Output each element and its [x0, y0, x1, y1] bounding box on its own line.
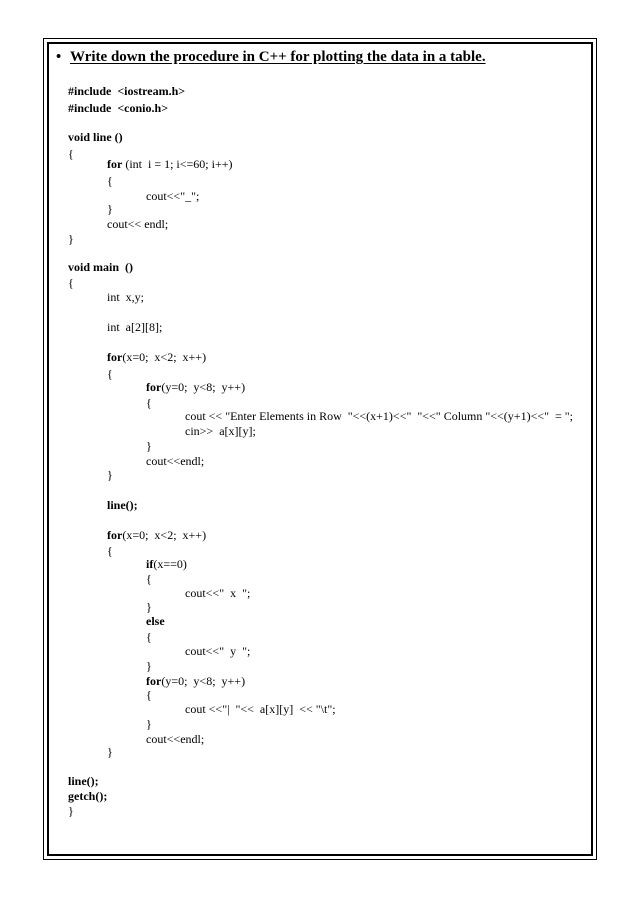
code-line — [68, 101, 168, 115]
code-keyword: if — [146, 557, 154, 571]
heading — [56, 49, 486, 66]
code-text: int a[2][8]; — [107, 320, 163, 334]
code-line — [107, 544, 113, 558]
code-line — [146, 380, 245, 394]
bullet-icon: • — [56, 49, 62, 65]
code-line — [68, 774, 99, 788]
code-line — [146, 189, 199, 203]
code-text: cout<<" x "; — [185, 586, 251, 600]
code-text: } — [68, 804, 74, 818]
code-text: (y=0; y<8; y++) — [161, 674, 246, 688]
code-line — [68, 232, 74, 246]
code-keyword: #include <conio.h> — [68, 101, 169, 115]
code-line — [107, 498, 138, 512]
code-text: } — [146, 439, 152, 453]
heading-text: Write down the procedure in C++ for plotting the data in a table. — [70, 49, 486, 65]
code-text: (y=0; y<8; y++) — [161, 380, 246, 394]
code-line — [68, 804, 74, 818]
code-text: int x,y; — [107, 290, 145, 304]
code-line — [146, 454, 204, 468]
code-keyword: getch(); — [68, 789, 108, 803]
code-line — [107, 367, 113, 381]
code-line — [107, 320, 162, 334]
code-text: (x=0; x<2; x++) — [122, 350, 207, 364]
code-text: } — [68, 232, 74, 246]
code-line — [146, 688, 152, 702]
code-text: cout<<"_"; — [146, 189, 200, 203]
code-text: { — [107, 174, 113, 188]
code-keyword: line(); — [107, 498, 138, 512]
code-line — [146, 630, 152, 644]
code-keyword: for — [146, 674, 162, 688]
code-text: } — [146, 659, 152, 673]
code-text: cout << "Enter Elements in Row "<<(x+1)<<" "<<" Column "<<(y+1)<<" = "; — [185, 409, 573, 423]
code-line — [146, 732, 204, 746]
code-line — [146, 439, 152, 453]
code-text: { — [107, 544, 113, 558]
code-keyword: for — [107, 528, 123, 542]
code-line — [185, 409, 573, 423]
code-line — [185, 702, 336, 716]
code-text: (x==0) — [153, 557, 187, 571]
code-line — [68, 789, 107, 803]
code-text: cout<<endl; — [146, 732, 205, 746]
code-line — [146, 600, 152, 614]
code-keyword: void line () — [68, 130, 123, 144]
code-keyword: else — [146, 614, 165, 628]
code-text: cout<<endl; — [146, 454, 205, 468]
code-text: { — [146, 688, 152, 702]
code-line — [185, 644, 250, 658]
code-line — [146, 396, 152, 410]
code-line — [146, 717, 152, 731]
code-text: { — [146, 630, 152, 644]
code-line — [107, 468, 113, 482]
code-text: { — [146, 396, 152, 410]
code-line — [146, 614, 165, 628]
code-line — [68, 130, 123, 144]
code-line — [107, 528, 206, 542]
code-text: cout <<"| "<< a[x][y] << "\t"; — [185, 702, 336, 716]
code-line — [146, 674, 245, 688]
code-line — [68, 276, 74, 290]
code-line — [146, 557, 187, 571]
code-line — [107, 217, 168, 231]
code-text: { — [107, 367, 113, 381]
code-keyword: #include <iostream.h> — [68, 84, 186, 98]
code-line — [185, 586, 250, 600]
code-text: } — [107, 468, 113, 482]
code-text: { — [146, 572, 152, 586]
code-text: { — [68, 147, 74, 161]
code-line — [107, 157, 233, 171]
code-line — [146, 572, 152, 586]
code-keyword: for — [146, 380, 162, 394]
code-text: } — [146, 717, 152, 731]
code-line — [146, 659, 152, 673]
code-line — [107, 290, 144, 304]
code-text: } — [146, 600, 152, 614]
code-text: (int i = 1; i<=60; i++) — [122, 157, 233, 171]
code-line — [68, 84, 185, 98]
code-line — [107, 350, 206, 364]
code-keyword: line(); — [68, 774, 99, 788]
code-keyword: for — [107, 350, 123, 364]
code-line — [107, 174, 113, 188]
code-keyword: void main () — [68, 260, 134, 274]
code-line — [107, 745, 113, 759]
code-line — [68, 147, 74, 161]
code-text: { — [68, 276, 74, 290]
code-text: (x=0; x<2; x++) — [122, 528, 207, 542]
code-text: } — [107, 202, 113, 216]
code-line — [68, 260, 133, 274]
code-keyword: for — [107, 157, 123, 171]
code-text: cout<< endl; — [107, 217, 169, 231]
code-text: } — [107, 745, 113, 759]
code-text: cin>> a[x][y]; — [185, 424, 256, 438]
code-text: cout<<" y "; — [185, 644, 251, 658]
code-line — [107, 202, 113, 216]
code-line — [185, 424, 256, 438]
